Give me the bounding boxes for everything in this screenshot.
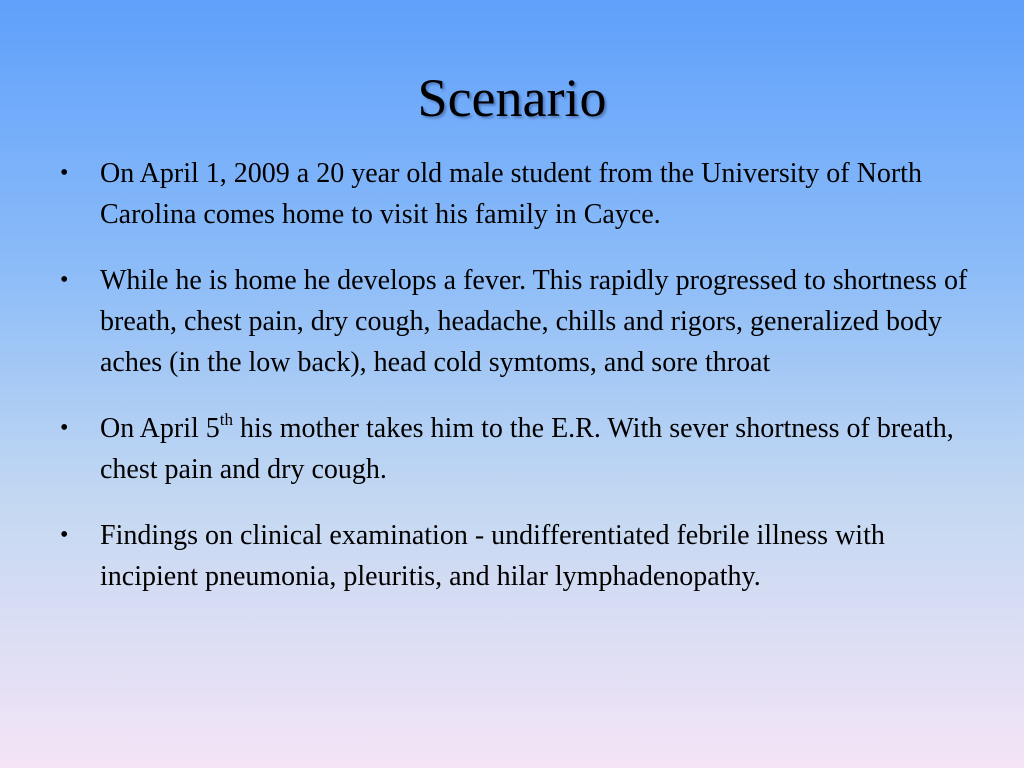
bullet-dot-icon: • bbox=[60, 267, 69, 293]
bullet-dot-icon: • bbox=[60, 160, 69, 186]
bullet-text bbox=[100, 410, 954, 485]
bullet-item bbox=[60, 408, 970, 490]
bullet-text-start: On April 5 bbox=[100, 413, 220, 444]
bullet-item bbox=[60, 515, 970, 597]
bullet-text: On April 1, 2009 a 20 year old male student from the University of North Carolina comes home to visit his family in Cayce. bbox=[100, 158, 922, 230]
bullet-text-end: his mother takes him to the E.R. With sever shortness of breath, chest pain and dry cough. bbox=[100, 413, 954, 485]
bullet-item bbox=[60, 153, 970, 235]
bullet-text: While he is home he develops a fever. This rapidly progressed to shortness of breath, chest pain, dry cough, headache, chills and rigors, generalized body aches (in the low back), head cold symtoms, and sore throat bbox=[100, 265, 968, 378]
bullet-dot-icon: • bbox=[60, 522, 69, 548]
bullet-item bbox=[60, 260, 970, 383]
bullet-list bbox=[60, 153, 970, 597]
slide-title: Scenario bbox=[417, 68, 607, 128]
bullet-dot-icon: • bbox=[60, 415, 69, 441]
bullet-text: Findings on clinical examination - undifferentiated febrile illness with incipient pneumonia, pleuritis, and hilar lymphadenopathy. bbox=[100, 520, 885, 592]
ordinal-superscript: th bbox=[219, 410, 234, 429]
